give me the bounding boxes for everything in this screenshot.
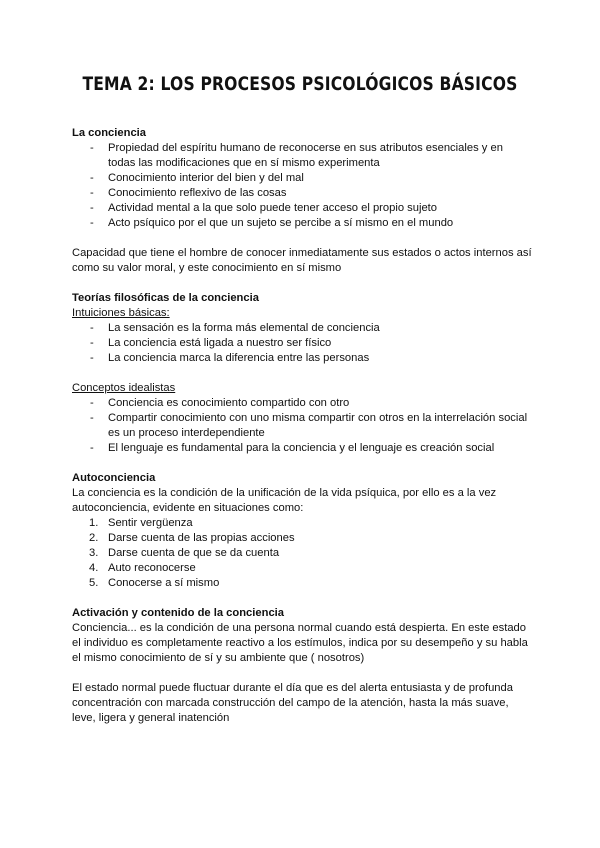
list-item: - Propiedad del espíritu humano de reconocerse en sus atributos esenciales y en todas las modificaciones que en sí mismo experimenta: [72, 141, 532, 171]
list-item: - Actividad mental a la que solo puede tener acceso el propio sujeto: [72, 201, 532, 216]
spacer: [72, 591, 532, 606]
activacion-paragraph-2: El estado normal puede fluctuar durante el día que es del alerta entusiasta y de profunda concentración con marcada construcción del campo de la atención, hasta la más suave, leve, ligera y general inatención: [72, 682, 513, 724]
list-text: Conocerse a sí mismo: [108, 577, 220, 589]
list-item: - El lenguaje es fundamental para la conciencia y el lenguaje es creación social: [72, 441, 532, 456]
spacer: [72, 666, 532, 681]
list-item: - Acto psíquico por el que un sujeto se percibe a sí mismo en el mundo: [72, 216, 532, 231]
list-item: - La sensación es la forma más elemental de conciencia: [72, 321, 532, 336]
list-number: 2.: [89, 532, 99, 544]
list-number: 1.: [89, 517, 99, 529]
page-title: TEMA 2: LOS PROCESOS PSICOLÓGICOS BÁSICOS: [82, 73, 518, 95]
subheading-idealistas: Conceptos idealistas: [72, 382, 176, 394]
section-heading-teorias: Teorías filosóficas de la conciencia: [72, 292, 259, 304]
spacer: [72, 456, 532, 471]
section-heading-conciencia: La conciencia: [72, 127, 146, 139]
list-item: [72, 516, 532, 531]
document-body: [72, 126, 532, 726]
list-item: - La conciencia está ligada a nuestro ser físico: [72, 336, 532, 351]
list-item: [72, 561, 532, 576]
spacer: [72, 231, 532, 246]
section-heading-autoconciencia: Autoconciencia: [72, 472, 156, 484]
list-item: [72, 576, 532, 591]
list-item: [72, 546, 532, 561]
list-number: 3.: [89, 547, 99, 559]
list-item: - Conocimiento reflexivo de las cosas: [72, 186, 532, 201]
spacer: [72, 366, 532, 381]
spacer: [72, 276, 532, 291]
section-heading-activacion: Activación y contenido de la conciencia: [72, 607, 284, 619]
intuiciones-list: [72, 321, 532, 366]
list-item: - La conciencia marca la diferencia entre las personas: [72, 351, 532, 366]
idealistas-list: [72, 396, 532, 456]
list-number: 5.: [89, 577, 99, 589]
activacion-paragraph-1: Conciencia... es la condición de una persona normal cuando está despierta. En este estado el individuo es completamente reactivo a los estímulos, indica por su desempeño y su habla el mismo conocimiento de sí y su ambiente que ( nosotros): [72, 622, 528, 664]
autoconciencia-list: [72, 516, 532, 591]
list-item: [72, 531, 532, 546]
list-item: - Compartir conocimiento con uno misma compartir con otros en la interrelación social es un proceso interdependiente: [72, 411, 532, 441]
subheading-intuiciones: Intuiciones básicas:: [72, 307, 170, 319]
conciencia-paragraph: Capacidad que tiene el hombre de conocer inmediatamente sus estados o actos internos así como su valor moral, y este conocimiento en sí mismo: [72, 247, 532, 274]
list-item: - Conocimiento interior del bien y del mal: [72, 171, 532, 186]
list-text: Darse cuenta de que se da cuenta: [108, 547, 280, 559]
list-text: Darse cuenta de las propias acciones: [108, 532, 295, 544]
list-item: - Conciencia es conocimiento compartido con otro: [72, 396, 532, 411]
conciencia-list: [72, 141, 532, 231]
list-text: Sentir vergüenza: [108, 517, 193, 529]
list-text: Auto reconocerse: [108, 562, 196, 574]
list-number: 4.: [89, 562, 99, 574]
autoconciencia-paragraph: La conciencia es la condición de la unificación de la vida psíquica, por ello es a la vez autoconciencia, evidente en situaciones como:: [72, 487, 497, 514]
